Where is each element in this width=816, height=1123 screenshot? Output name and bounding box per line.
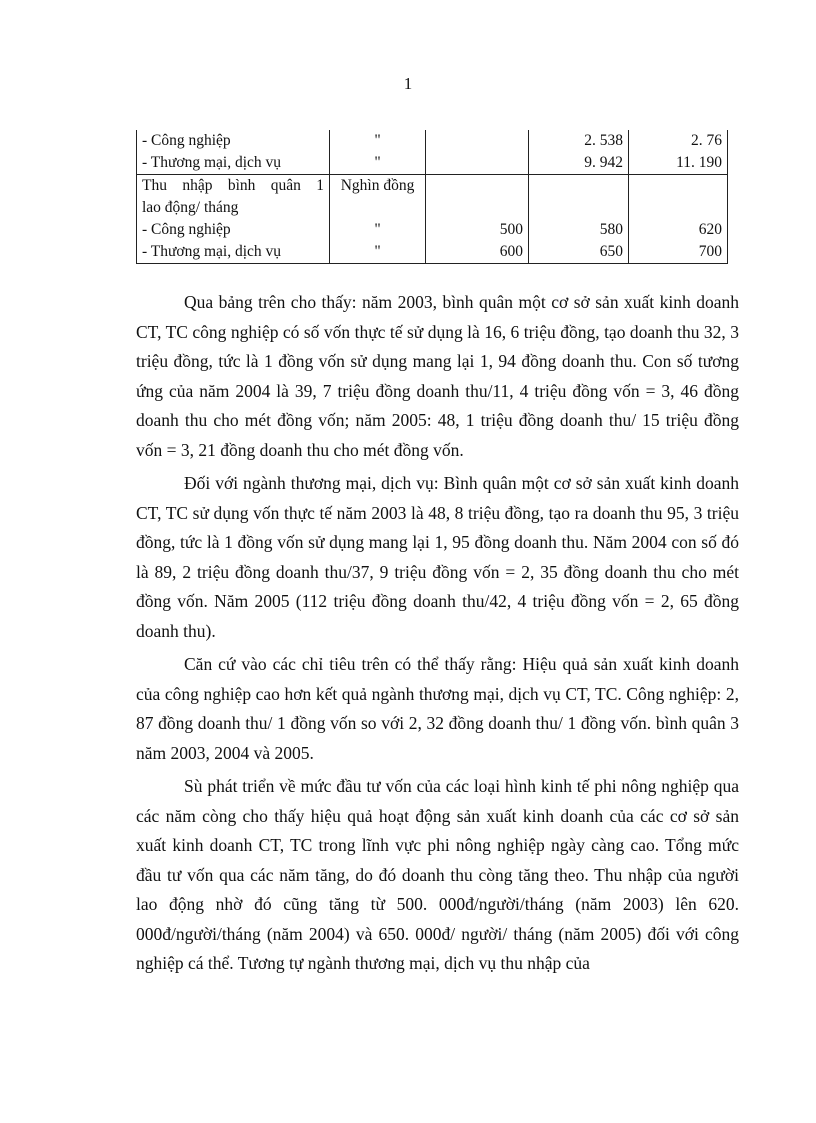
row-label: - Thương mại, dịch vụ xyxy=(137,241,330,264)
table-row xyxy=(137,130,728,152)
cell-2005: 2. 76 xyxy=(629,130,728,152)
cell-2005: 700 xyxy=(629,241,728,264)
paragraph: Đối với ngành thương mại, dịch vụ: Bình quân một cơ sở sản xuất kinh doanh CT, TC sử dụng vốn thực tế năm 2003 là 48, 8 triệu đồng, tạo ra doanh thu 95, 3 triệu đồng, tức là 1 đồng vốn sử dụng mang lại 1, 95 đồng doanh thu. Năm 2004 con số đó là 89, 2 triệu đồng doanh thu/37, 9 triệu đồng vốn = 2, 35 đồng doanh thu cho mét đồng vốn. Năm 2005 (112 triệu đồng doanh thu/42, 4 triệu đồng vốn = 2, 65 đồng doanh thu). xyxy=(136,473,739,641)
table-row xyxy=(137,241,728,264)
row-unit: " xyxy=(330,241,426,264)
cell-2004: 9. 942 xyxy=(529,152,629,175)
paragraph: Qua bảng trên cho thấy: năm 2003, bình quân một cơ sở sản xuất kinh doanh CT, TC công nghiệp có số vốn thực tế sử dụng là 16, 6 triệu đồng, tạo doanh thu 32, 3 triệu đồng, tức là 1 đồng vốn sử dụng mang lại 1, 94 đồng doanh thu. Con số tương ứng của năm 2004 là 39, 7 triệu đồng doanh thu/11, 4 triệu đồng vốn = 3, 46 đồng doanh thu cho mét đồng vốn; năm 2005: 48, 1 triệu đồng doanh thu/ 15 triệu đồng vốn = 3, 21 đồng doanh thu cho mét đồng vốn. xyxy=(136,292,739,460)
row-unit: " xyxy=(330,219,426,241)
row-label-line2: lao động/ tháng xyxy=(142,199,239,216)
row-unit: Nghìn đồng xyxy=(330,175,426,220)
body-text xyxy=(136,288,739,983)
cell-2005 xyxy=(629,175,728,220)
cell-2003: 600 xyxy=(426,241,529,264)
cell-2005: 620 xyxy=(629,219,728,241)
row-label-line1: Thu nhập bình quân 1 xyxy=(142,177,324,194)
page-number: 1 xyxy=(403,74,413,93)
cell-2005: 11. 190 xyxy=(629,152,728,175)
cell-2004: 580 xyxy=(529,219,629,241)
cell-2003 xyxy=(426,130,529,152)
table-row xyxy=(137,152,728,175)
row-unit: " xyxy=(330,130,426,152)
cell-2003 xyxy=(426,175,529,220)
row-label: - Thương mại, dịch vụ xyxy=(137,152,330,175)
row-label xyxy=(137,175,330,220)
table-row xyxy=(137,219,728,241)
paragraph: Sù phát triển về mức đầu tư vốn của các loại hình kinh tế phi nông nghiệp qua các năm còng cho thấy hiệu quả hoạt động sản xuất kinh doanh của các cơ sở sản xuất kinh doanh CT, TC trong lĩnh vực phi nông nghiệp ngày càng cao. Tổng mức đầu tư vốn qua các năm tăng, do đó doanh thu còng tăng theo. Thu nhập của người lao động nhờ đó cũng tăng từ 500. 000đ/người/tháng (năm 2003) lên 620. 000đ/người/tháng (năm 2004) và 650. 000đ/ người/ tháng (năm 2005) đối với công nghiệp cá thể. Tương tự ngành thương mại, dịch vụ thu nhập của xyxy=(136,776,739,973)
cell-2004: 2. 538 xyxy=(529,130,629,152)
table-row xyxy=(137,175,728,220)
cell-2004 xyxy=(529,175,629,220)
cell-2003: 500 xyxy=(426,219,529,241)
cell-2003 xyxy=(426,152,529,175)
row-unit: " xyxy=(330,152,426,175)
paragraph: Căn cứ vào các chỉ tiêu trên có thể thấy rằng: Hiệu quả sản xuất kinh doanh của công nghiệp cao hơn kết quả ngành thương mại, dịch vụ CT, TC. Công nghiệp: 2, 87 đồng doanh thu/ 1 đồng vốn so với 2, 32 đồng doanh thu/ 1 đồng vốn. bình quân 3 năm 2003, 2004 và 2005. xyxy=(136,654,739,763)
row-label: - Công nghiệp xyxy=(137,219,330,241)
row-label: - Công nghiệp xyxy=(137,130,330,152)
data-table xyxy=(136,130,728,264)
cell-2004: 650 xyxy=(529,241,629,264)
